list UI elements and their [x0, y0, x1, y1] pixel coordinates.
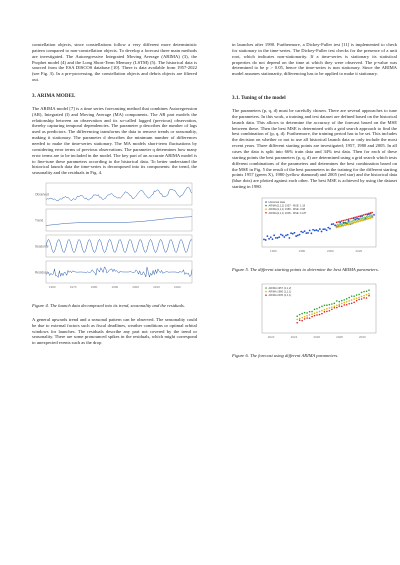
- x-tick-label: 2000: [327, 248, 334, 253]
- legend-label: ARIMA 1957 (2,1,2): [268, 286, 292, 290]
- forecast-2005-point: [348, 303, 350, 305]
- forecast-2005-marker: [339, 221, 341, 223]
- forecast-2005-marker: [363, 214, 365, 216]
- figure-5-starting-points: [250, 195, 397, 262]
- historical-point: [265, 239, 267, 241]
- forecast-1980-point: [326, 308, 328, 310]
- forecast-2005-point: [306, 317, 308, 319]
- forecast-1957-marker: [353, 220, 355, 222]
- forecast-1980-point: [321, 309, 323, 311]
- forecast-1980-point: [358, 296, 360, 298]
- forecast-2005-point: [296, 322, 298, 324]
- forecast-2005-point: [299, 319, 301, 321]
- panel-series-3: [46, 267, 192, 278]
- forecast-2005-point: [334, 307, 336, 309]
- forecast-2005-marker: [358, 215, 360, 217]
- x-tick-label: 2020: [174, 285, 181, 290]
- historical-point: [316, 229, 318, 231]
- paragraph-tuning: The parameters (p, q, d) must be carefully chosen. There are several approaches to tune the parameters. In this work, a training and test dataset are defined based on the historical launch data. This allows to determine the accuracy of the forecast based on the MSE between these. Then the best MSE is determined with a grid search approach to find the best combination of (p, q, d). Furthermore, the training period has to be set. This includes the decision on whether or not to use all historical launch data or only include the most recent years. Three different starting points are investigated; 1957, 1980 and 2005. In all cases the data is split into 66% train data and 34% test data. Then for each of these starting points the best parameters (p, q, d) are determined using a grid search which tests different combinations of the parameters and determines the best combination based on the MSE in Fig. 5 the result of the best parameters in the training for the different starting points 1957 (green X), 1980 (yellow diamond) and 2005 (red star) and the historical data (blue dots) are plotted against each other. The best MSE is achieved by using the dataset starting in 1980.: [232, 108, 397, 190]
- forecast-1957-marker: [371, 214, 373, 216]
- forecast-1957-point: [343, 299, 345, 301]
- forecast-1980-point: [311, 313, 313, 315]
- forecast-2005-marker: [348, 218, 350, 220]
- panel-series-0: [46, 187, 192, 201]
- forecast-1980-point: [306, 315, 308, 317]
- forecast-2005-marker: [370, 212, 372, 214]
- figure-4-decomposition: [32, 181, 197, 298]
- forecast-1957-point: [301, 313, 303, 315]
- right-column: [232, 42, 397, 367]
- forecast-1957-point: [326, 304, 328, 306]
- forecast-1980-point: [318, 310, 320, 312]
- x-tick-label: 1970: [69, 285, 77, 290]
- forecast-1957-point: [309, 311, 311, 313]
- panel-label-2: Seasonal: [35, 244, 49, 249]
- x-tick-label: 2030: [358, 334, 366, 339]
- legend-swatch: [265, 205, 267, 207]
- forecast-2005-point: [331, 308, 333, 310]
- forecast-1957-marker: [363, 217, 365, 219]
- forecast-2005-point: [338, 305, 340, 307]
- section-heading-tuning: 3.1. Tuning of the model: [232, 96, 286, 102]
- legend-label: ARIMA(2,1,2) 1957 - MSE: 1.18: [268, 204, 306, 208]
- panel-frame-2: [46, 235, 192, 257]
- legend-label: ARIMA 1980 (1,1,1): [268, 290, 292, 294]
- forecast-2005-point: [358, 298, 360, 300]
- x-tick-label: 2010: [153, 285, 160, 290]
- forecast-1957-point: [296, 315, 298, 317]
- forecast-1980-point: [336, 304, 338, 306]
- x-tick-label: 1980: [298, 248, 306, 253]
- legend-label: Historical data: [268, 200, 285, 204]
- forecast-1980-point: [323, 308, 325, 310]
- x-tick-label: 2026: [313, 334, 321, 339]
- forecast-2005-point: [366, 297, 368, 299]
- legend-label: ARIMA(1,1,1) 1980 - MSE: 0.98: [268, 208, 306, 212]
- historical-point: [329, 228, 331, 230]
- historical-point: [277, 237, 279, 239]
- forecast-1980-point: [296, 318, 298, 320]
- forecast-2005-point: [329, 310, 331, 312]
- forecast-1980-point: [304, 315, 306, 317]
- historical-point: [327, 227, 329, 229]
- historical-point: [324, 228, 326, 230]
- historical-point: [285, 234, 287, 236]
- forecast-2005-marker: [354, 216, 356, 218]
- forecast-1957-point: [353, 295, 355, 297]
- historical-point: [292, 233, 294, 235]
- forecast-2005-marker: [361, 215, 363, 217]
- forecast-2005-point: [356, 300, 358, 302]
- forecast-1957-point: [336, 300, 338, 302]
- historical-point: [310, 232, 312, 234]
- forecast-1957-point: [366, 290, 368, 292]
- historical-point: [300, 231, 302, 233]
- historical-point: [288, 237, 290, 239]
- forecast-2005-marker: [351, 217, 353, 219]
- historical-point: [305, 232, 307, 234]
- historical-point: [263, 238, 265, 240]
- panel-label-0: Observed: [35, 192, 49, 197]
- historical-point: [278, 236, 280, 238]
- legend-swatch: [265, 212, 267, 214]
- paragraph-trend: A general upwards trend and a seasonal pattern can be observed. The seasonality could be due to external factors such as fiscal deadlines, weather conditions or optimal orbital windows for launches. The residuals describe any part not covered by the trend or seasonality. There are some pronounced spikes in the residuals, which might correspond to unexpected events such as the drop: [32, 316, 197, 346]
- caption-figure-5: Figure 5. The different starting points to determine the best ARIMA parameters.: [232, 266, 379, 272]
- forecast-1957-point: [331, 303, 333, 305]
- forecast-2005-point: [301, 320, 303, 322]
- forecast-1957-point: [363, 290, 365, 292]
- historical-point: [280, 233, 282, 235]
- forecast-2005-marker: [344, 219, 346, 221]
- forecast-1957-marker: [349, 221, 351, 223]
- historical-point: [304, 230, 306, 232]
- historical-point: [275, 237, 277, 239]
- forecast-2005-point: [368, 295, 370, 297]
- starting-points-plot: [250, 195, 380, 257]
- forecast-2005-point: [346, 304, 348, 306]
- panel-label-1: Trend: [35, 218, 44, 223]
- forecast-1957-marker: [369, 215, 371, 217]
- forecast-1980-point: [366, 293, 368, 295]
- forecast-1980-point: [361, 295, 363, 297]
- historical-point: [268, 238, 270, 240]
- historical-point: [290, 232, 292, 234]
- historical-point: [312, 229, 314, 231]
- legend-swatch: [265, 201, 267, 203]
- historical-point: [326, 229, 328, 231]
- paragraph-intro: constellation objects, since constellations follow a very different more deterministic pattern compared to non-constellation objects. To develop a forecast three main methods are investigated. The Autoregressive Integrated Moving Average (ARIMA) (3), the Prophet model (4) and the Long Short-Term Memory (LSTM) (5). The historical data is sourced from the ESA DISCOS database [10]. There is data available from 1957-2022 (see Fig. 3). In a pre-processing, the constellation objects and debris objects are filtered out.: [32, 42, 197, 83]
- forecast-1980-point: [316, 311, 318, 313]
- panel-series-2: [46, 239, 192, 252]
- forecast-1957-point: [334, 302, 336, 304]
- forecast-plot: [250, 281, 380, 343]
- forecast-1957-marker: [356, 219, 358, 221]
- legend-label: ARIMA(2,1,1) 2005 - MSE: 11.87: [268, 211, 307, 215]
- caption-figure-6: Figure 6. The forecast using different ARIMA parameters.: [232, 352, 339, 358]
- forecast-1957-marker: [366, 216, 368, 218]
- forecast-1980-point: [356, 297, 358, 299]
- x-tick-label: 2020: [355, 248, 363, 253]
- historical-point: [299, 234, 301, 236]
- forecast-1980-point: [351, 299, 353, 301]
- forecast-2005-marker: [349, 218, 351, 220]
- legend-swatch: [265, 291, 267, 293]
- paragraph-arima: The ARIMA model [7] is a time series forecasting method that combines Autoregression (AR), Integrated (I) and Moving Average (MA) components. The AR part models the relationship between an observation and its so-called lagged (previous) observation, thereby capturing temporal dependencies. The parameter p describes the number of lags used as predictors. The differencing transforms the data to remove trends or seasonality, making it stationary. The parameter d describes the minimum number of differences needed to make the time-series stationary. The MA models short-term fluctuations by considering error terms of previous observations. The parameter q determines how many error terms are to be included in the model. The key part of an accurate ARIMA model is to fine-tune these parameters according to the historical data. To better understand the historical launch data the time-series is decomposed into its components: the trend, the seasonality and the residuals in Fig. 4.: [32, 105, 197, 176]
- forecast-1957-point: [319, 306, 321, 308]
- decomposition-plot: [32, 181, 197, 293]
- forecast-1957-marker: [351, 220, 353, 222]
- forecast-2005-point: [309, 317, 311, 319]
- forecast-1957-point: [321, 305, 323, 307]
- forecast-1980-point: [343, 301, 345, 303]
- legend-swatch: [265, 287, 267, 289]
- historical-point: [295, 235, 297, 237]
- forecast-1957-point: [358, 293, 360, 295]
- panel-label-3: Residual: [35, 270, 48, 275]
- forecast-1980-point: [353, 298, 355, 300]
- forecast-2005-point: [316, 314, 318, 316]
- historical-point: [283, 236, 285, 238]
- forecast-1980-point: [368, 293, 370, 295]
- x-tick-label: 1960: [270, 248, 277, 253]
- forecast-1980-point: [328, 307, 330, 309]
- forecast-1980-point: [333, 305, 335, 307]
- forecast-2005-marker: [341, 220, 343, 222]
- forecast-1957-marker: [337, 224, 339, 226]
- caption-figure-4: Figure 4. The launch data decomposed into its trend, seasonality and the residuals.: [32, 303, 185, 309]
- forecast-2005-marker: [353, 217, 355, 219]
- forecast-1980-point: [299, 317, 301, 319]
- forecast-2005-point: [324, 311, 326, 313]
- forecast-2005-marker: [343, 220, 345, 222]
- forecast-1980-point: [331, 306, 333, 308]
- forecast-2005-point: [343, 304, 345, 306]
- forecast-2005-marker: [359, 215, 361, 217]
- forecast-2005-point: [363, 297, 365, 299]
- legend-swatch: [265, 208, 267, 210]
- historical-point: [266, 235, 268, 237]
- forecast-2005-point: [326, 310, 328, 312]
- panel-frame-0: [46, 183, 192, 205]
- historical-point: [331, 223, 333, 225]
- historical-point: [332, 223, 334, 225]
- forecast-2005-point: [336, 307, 338, 309]
- legend-swatch: [265, 294, 267, 296]
- x-tick-label: 2028: [336, 334, 343, 339]
- historical-point: [373, 214, 375, 216]
- legend-label: ARIMA 2005 (2,1,1): [268, 293, 292, 297]
- forecast-1957-marker: [341, 223, 343, 225]
- forecast-1980-point: [363, 294, 365, 296]
- x-tick-label: 2000: [132, 285, 140, 290]
- forecast-1957-point: [311, 310, 313, 312]
- forecast-1957-point: [299, 314, 301, 316]
- forecast-1957-point: [368, 289, 370, 291]
- forecast-1957-point: [304, 312, 306, 314]
- forecast-1980-point: [301, 316, 303, 318]
- forecast-2005-marker: [346, 219, 348, 221]
- forecast-1980-point: [338, 303, 340, 305]
- historical-point: [272, 238, 274, 240]
- forecast-2005-marker: [356, 216, 358, 218]
- forecast-2005-point: [353, 301, 355, 303]
- forecast-2005-point: [321, 313, 323, 315]
- forecast-1957-point: [314, 308, 316, 310]
- forecast-2005-marker: [365, 214, 367, 216]
- forecast-2005-marker: [336, 221, 338, 223]
- forecast-1957-point: [329, 304, 331, 306]
- forecast-1957-point: [351, 295, 353, 297]
- paragraph-dickey-fuller: in launches after 1990. Furthermore, a Dickey-Fuller test [11] is implemented to check for stationary in the time-series. The Dickey-Fuller test checks for the presence of a unit root, which indicates non-stationarity. If a time-series is stationary its statistical properties do not depend on the time at which they were observed. The p-value was determined to be p > 0.05, hence the time-series is non stationary. Since the ARIMA model assumes stationarity, differencing has to be applied to make it stationary.: [232, 42, 397, 77]
- section-heading-arima: 3. ARIMA MODEL: [32, 93, 76, 99]
- forecast-1980-point: [314, 312, 316, 314]
- forecast-1957-point: [346, 298, 348, 300]
- historical-point: [302, 231, 304, 233]
- forecast-1957-point: [361, 291, 363, 293]
- forecast-2005-point: [304, 318, 306, 320]
- forecast-2005-marker: [371, 212, 373, 214]
- forecast-1957-point: [348, 297, 350, 299]
- x-tick-label: 2024: [290, 334, 298, 339]
- historical-point: [294, 232, 296, 234]
- figure-6-forecast: [250, 281, 397, 348]
- panel-series-1: [46, 217, 192, 226]
- x-tick-label: 1990: [111, 285, 119, 290]
- forecast-1957-point: [316, 308, 318, 310]
- historical-point: [297, 234, 299, 236]
- forecast-1957-point: [341, 300, 343, 302]
- panel-frame-1: [46, 209, 192, 231]
- historical-point: [282, 234, 284, 236]
- historical-point: [317, 230, 319, 232]
- forecast-1957-marker: [368, 215, 370, 217]
- x-tick-label: 2022: [267, 334, 275, 339]
- forecast-2005-marker: [368, 213, 370, 215]
- forecast-1980-point: [341, 302, 343, 304]
- historical-point: [309, 229, 311, 231]
- forecast-1980-point: [309, 314, 311, 316]
- legend: [265, 286, 291, 297]
- x-tick-label: 1960: [48, 285, 56, 290]
- historical-point: [321, 230, 323, 232]
- forecast-1980-point: [348, 300, 350, 302]
- forecast-1957-marker: [361, 217, 363, 219]
- forecast-2005-point: [311, 316, 313, 318]
- forecast-1957-point: [338, 301, 340, 303]
- x-tick-label: 1980: [90, 285, 98, 290]
- historical-point: [307, 232, 309, 234]
- forecast-1957-point: [356, 294, 358, 296]
- historical-point: [322, 228, 324, 230]
- legend: [265, 200, 307, 215]
- forecast-2005-point: [319, 314, 321, 316]
- forecast-2005-point: [314, 315, 316, 317]
- forecast-1957-point: [324, 304, 326, 306]
- historical-point: [319, 228, 321, 230]
- historical-point: [270, 236, 272, 238]
- forecast-2005-point: [361, 298, 363, 300]
- forecast-1957-point: [306, 312, 308, 314]
- forecast-1957-marker: [339, 223, 341, 225]
- forecast-2005-point: [341, 305, 343, 307]
- forecast-2005-marker: [337, 221, 339, 223]
- forecast-2005-marker: [366, 213, 368, 215]
- historical-point: [287, 234, 289, 236]
- historical-point: [273, 234, 275, 236]
- forecast-1980-point: [346, 301, 348, 303]
- historical-point: [314, 229, 316, 231]
- left-column: [32, 42, 197, 351]
- forecast-2005-point: [351, 302, 353, 304]
